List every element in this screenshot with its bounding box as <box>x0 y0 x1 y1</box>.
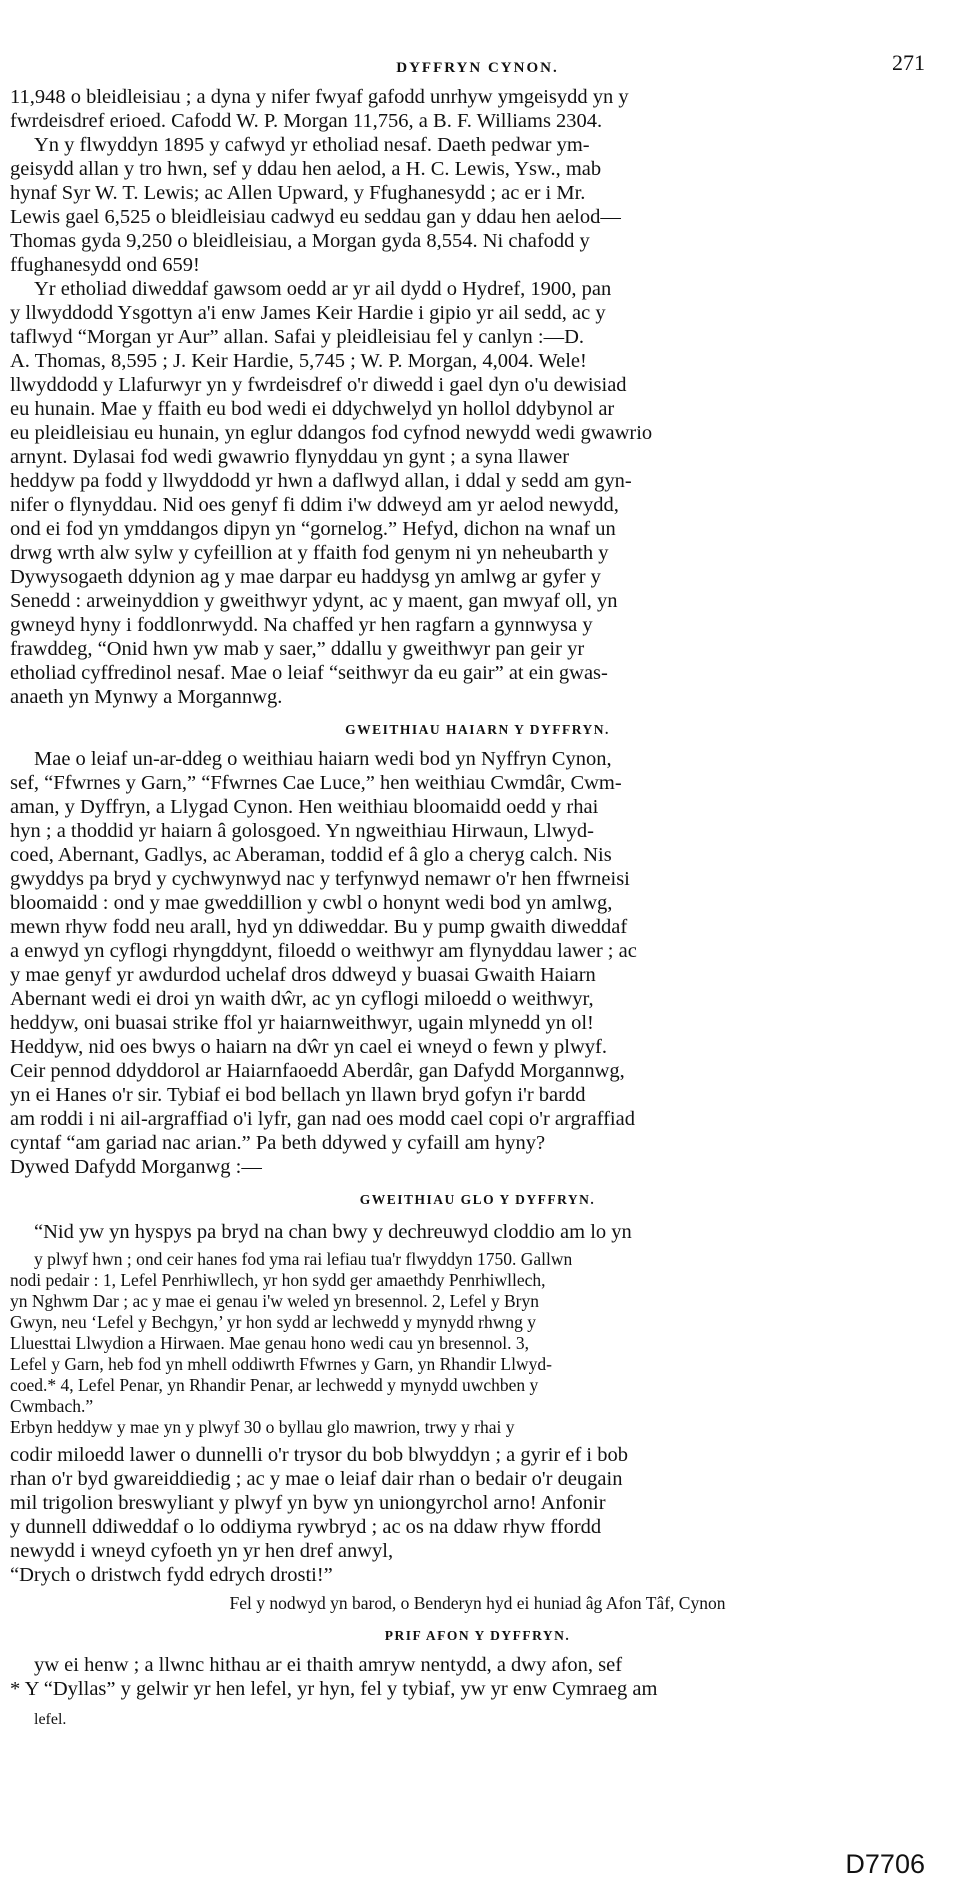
text-line: newydd i wneyd cyfoeth yn yr hen dref anwyl, <box>10 1540 394 1562</box>
text-line: A. Thomas, 8,595 ; J. Keir Hardie, 5,745 ; W. P. Morgan, 4,004. Wele! <box>10 350 587 372</box>
text-line: llwyddodd y Llafurwyr yn y fwrdeisdref o'r diwedd i gael dyn o'u dewisiad <box>10 374 627 396</box>
text-line: “Drych o dristwch fydd edrych drosti!” <box>10 1564 333 1586</box>
text-line: mil trigolion breswyliant y plwyf yn byw yn uniongyrchol arno! Anfonir <box>10 1492 606 1514</box>
text-line: arnynt. Dylasai fod wedi gwawrio flynyddau yn gynt ; a syna llawer <box>10 446 570 468</box>
section-heading-main-river: PRIF AFON Y DYFFRYN. <box>384 1628 571 1643</box>
quote-line: Lluesttai Llwydion a Hirwaen. Mae genau hono wedi cau yn bresennol. 3, <box>10 1333 530 1353</box>
text-line: am roddi i ni ail-argraffiad o'i lyfr, gan nad oes modd cael copi o'r argraffiad <box>10 1108 635 1130</box>
text-line: fwrdeisdref erioed. Cafodd W. P. Morgan 11,756, a B. F. Williams 2304. <box>10 110 603 132</box>
text-line: hyn ; a thoddid yr haiarn â golosgoed. Yn ngweithiau Hirwaun, Llwyd- <box>10 820 594 842</box>
text-line: y llwyddodd Ysgottyn a'i enw James Keir Hardie i gipio yr ail sedd, ac y <box>10 302 606 324</box>
text-line: mewn rhyw fodd neu arall, hyd yn ddiweddar. Bu y pump gwaith diweddaf <box>10 916 628 938</box>
text-line: Senedd : arweinyddion y gweithwyr ydynt, ac y maent, gan mwyaf oll, yn <box>10 590 618 612</box>
quote-line: Cwmbach.” <box>10 1396 94 1416</box>
text-line: Dywysogaeth ddynion ag y mae darpar eu haddysg yn amlwg ar gyfer y <box>10 566 601 588</box>
text-line: Ceir pennod ddyddorol ar Haiarnfaoedd Aberdâr, gan Dafydd Morgannwg, <box>10 1060 625 1082</box>
text-line: yw ei henw ; a llwnc hithau ar ei thaith amryw nentydd, a dwy afon, sef <box>34 1654 623 1676</box>
text-line: aman, y Dyffryn, a Llygad Cynon. Hen weithiau bloomaidd oedd y rhai <box>10 796 599 818</box>
text-line: drwg wrth alw sylw y cyfeillion at y ffaith fod genym ni yn neheubarth y <box>10 542 609 564</box>
text-line: rhan o'r byd gwareiddiedig ; ac y mae o leiaf dair rhan o bedair o'r deugain <box>10 1468 623 1490</box>
text-line: * Y “Dyllas” y gelwir yr hen lefel, yr hyn, fel y tybiaf, yw yr enw Cymraeg am <box>10 1678 658 1700</box>
text-line: heddyw pa fodd y llwyddodd yr hwn a daflwyd allan, i ddal y sedd am gyn- <box>10 470 632 492</box>
text-line: sef, “Ffwrnes y Garn,” “Ffwrnes Cae Luce,” hen weithiau Cwmdâr, Cwm- <box>10 772 622 794</box>
text-line: gwneyd hyny i foddlonrwydd. Na chaffed yr hen ragfarn a gynnwysa y <box>10 614 593 636</box>
text-line: cyntaf “am gariad nac arian.” Pa beth ddywed y cyfaill am hyny? <box>10 1132 546 1154</box>
text-line: heddyw, oni buasai strike ffol yr haiarnweithwyr, ugain mlynedd yn ol! <box>10 1012 594 1034</box>
text-line: nifer o flynyddau. Nid oes genyf fi ddim i'w ddweyd am yr aelod newydd, <box>10 494 619 516</box>
page-number: 271 <box>892 50 925 75</box>
text-line: ffughanesydd ond 659! <box>10 254 200 276</box>
text-line: Lewis gael 6,525 o bleidleisiau cadwyd eu seddau gan y ddau hen aelod— <box>10 206 621 228</box>
text-line: taflwyd “Morgan yr Aur” allan. Safai y pleidleisiau fel y canlyn :—D. <box>10 326 585 348</box>
quote-line: coed.* 4, Lefel Penar, yn Rhandir Penar, ar lechwedd y mynydd uwchben y <box>10 1375 539 1395</box>
text-line: “Nid yw yn hyspys pa bryd na chan bwy y dechreuwyd cloddio am lo yn <box>34 1221 632 1243</box>
section-heading-iron-works: GWEITHIAU HAIARN Y DYFFRYN. <box>345 722 610 737</box>
text-line: Abernant wedi ei droi yn waith dŵr, ac yn cyflogi miloedd o weithwyr, <box>10 988 594 1010</box>
text-line: eu hunain. Mae y ffaith eu bod wedi ei ddychwelyd yn hollol ddybynol ar <box>10 398 615 420</box>
footnote-line: lefel. <box>34 1711 67 1728</box>
text-line: coed, Abernant, Gadlys, ac Aberaman, toddid ef â glo a cheryg calch. Nis <box>10 844 612 866</box>
quote-line: Lefel y Garn, heb fod yn mhell oddiwrth Ffwrnes y Garn, yn Rhandir Llwyd- <box>10 1354 552 1374</box>
text-line: a enwyd yn cyflogi rhyngddynt, filoedd o weithwyr am flynyddau lawer ; ac <box>10 940 637 962</box>
text-line: y mae genyf yr awdurdod uchelaf dros ddweyd y buasai Gwaith Haiarn <box>10 964 596 986</box>
section-heading-coal-works: GWEITHIAU GLO Y DYFFRYN. <box>359 1192 596 1207</box>
text-line: Yr etholiad diweddaf gawsom oedd ar yr ail dydd o Hydref, 1900, pan <box>34 278 612 300</box>
text-line: gwyddys pa bryd y cychwynwyd nac y terfynwyd nemawr o'r hen ffwrneisi <box>10 868 630 890</box>
quote-line: yn Nghwm Dar ; ac y mae ei genau i'w weled yn bresennol. 2, Lefel y Bryn <box>10 1291 539 1311</box>
text-line: frawddeg, “Onid hwn yw mab y saer,” ddallu y gweithwyr pan geir yr <box>10 638 585 660</box>
text-line: etholiad cyffredinol nesaf. Mae o leiaf “seithwyr da eu gair” at ein gwas- <box>10 662 608 684</box>
text-line: codir miloedd lawer o dunnelli o'r trysor du bob blwyddyn ; a gyrir ef i bob <box>10 1444 629 1466</box>
text-line: yn ei Hanes o'r sir. Tybiaf ei bod bellach yn llawn bryd gofyn i'r bardd <box>10 1084 586 1106</box>
running-title: DYFFRYN CYNON. <box>396 60 559 76</box>
text-line: 11,948 o bleidleisiau ; a dyna y nifer fwyaf gafodd unrhyw ymgeisydd yn y <box>10 86 629 108</box>
text-line: geisydd allan y tro hwn, sef y ddau hen aelod, a H. C. Lewis, Ysw., mab <box>10 158 602 180</box>
text-line: Thomas gyda 9,250 o bleidleisiau, a Morgan gyda 8,554. Ni chafodd y <box>10 230 590 252</box>
quote-line: Gwyn, neu ‘Lefel y Bechgyn,’ yr hon sydd ar lechwedd y mynydd rhwng y <box>10 1312 537 1332</box>
text-line: y dunnell ddiweddaf o lo oddiyma rywbryd ; ac os na ddaw rhyw ffordd <box>10 1516 602 1538</box>
text-line: Heddyw, nid oes bwys o haiarn na dŵr yn cael ei wneyd o fewn y plwyf. <box>10 1036 608 1058</box>
text-line: Yn y flwyddyn 1895 y cafwyd yr etholiad nesaf. Daeth pedwar ym- <box>34 134 590 156</box>
text-line: Dywed Dafydd Morganwg :— <box>10 1156 262 1178</box>
text-line: bloomaidd : ond y mae gweddillion y cwbl o honynt wedi bod yn amlwg, <box>10 892 613 914</box>
text-line: hynaf Syr W. T. Lewis; ac Allen Upward, y Ffughanesydd ; ac er i Mr. <box>10 182 586 204</box>
text-line: eu pleidleisiau eu hunain, yn eglur ddangos fod cyfnod newydd wedi gwawrio <box>10 422 653 444</box>
reference-code: D7706 <box>845 1849 925 1879</box>
verse-line: Fel y nodwyd yn barod, o Benderyn hyd ei huniad âg Afon Tâf, Cynon <box>229 1593 726 1613</box>
quote-line: y plwyf hwn ; ond ceir hanes fod yma rai lefiau tua'r flwyddyn 1750. Gallwn <box>34 1249 573 1269</box>
text-line: ond ei fod yn ymddangos dipyn yn “gornelog.” Hefyd, dichon na wnaf un <box>10 518 616 540</box>
quote-line: Erbyn heddyw y mae yn y plwyf 30 o byllau glo mawrion, trwy y rhai y <box>10 1417 515 1437</box>
text-line: anaeth yn Mynwy a Morgannwg. <box>10 686 283 708</box>
quote-line: nodi pedair : 1, Lefel Penrhiwllech, yr hon sydd ger amaethdy Penrhiwllech, <box>10 1270 546 1290</box>
text-line: Mae o leiaf un-ar-ddeg o weithiau haiarn wedi bod yn Nyffryn Cynon, <box>34 748 612 770</box>
